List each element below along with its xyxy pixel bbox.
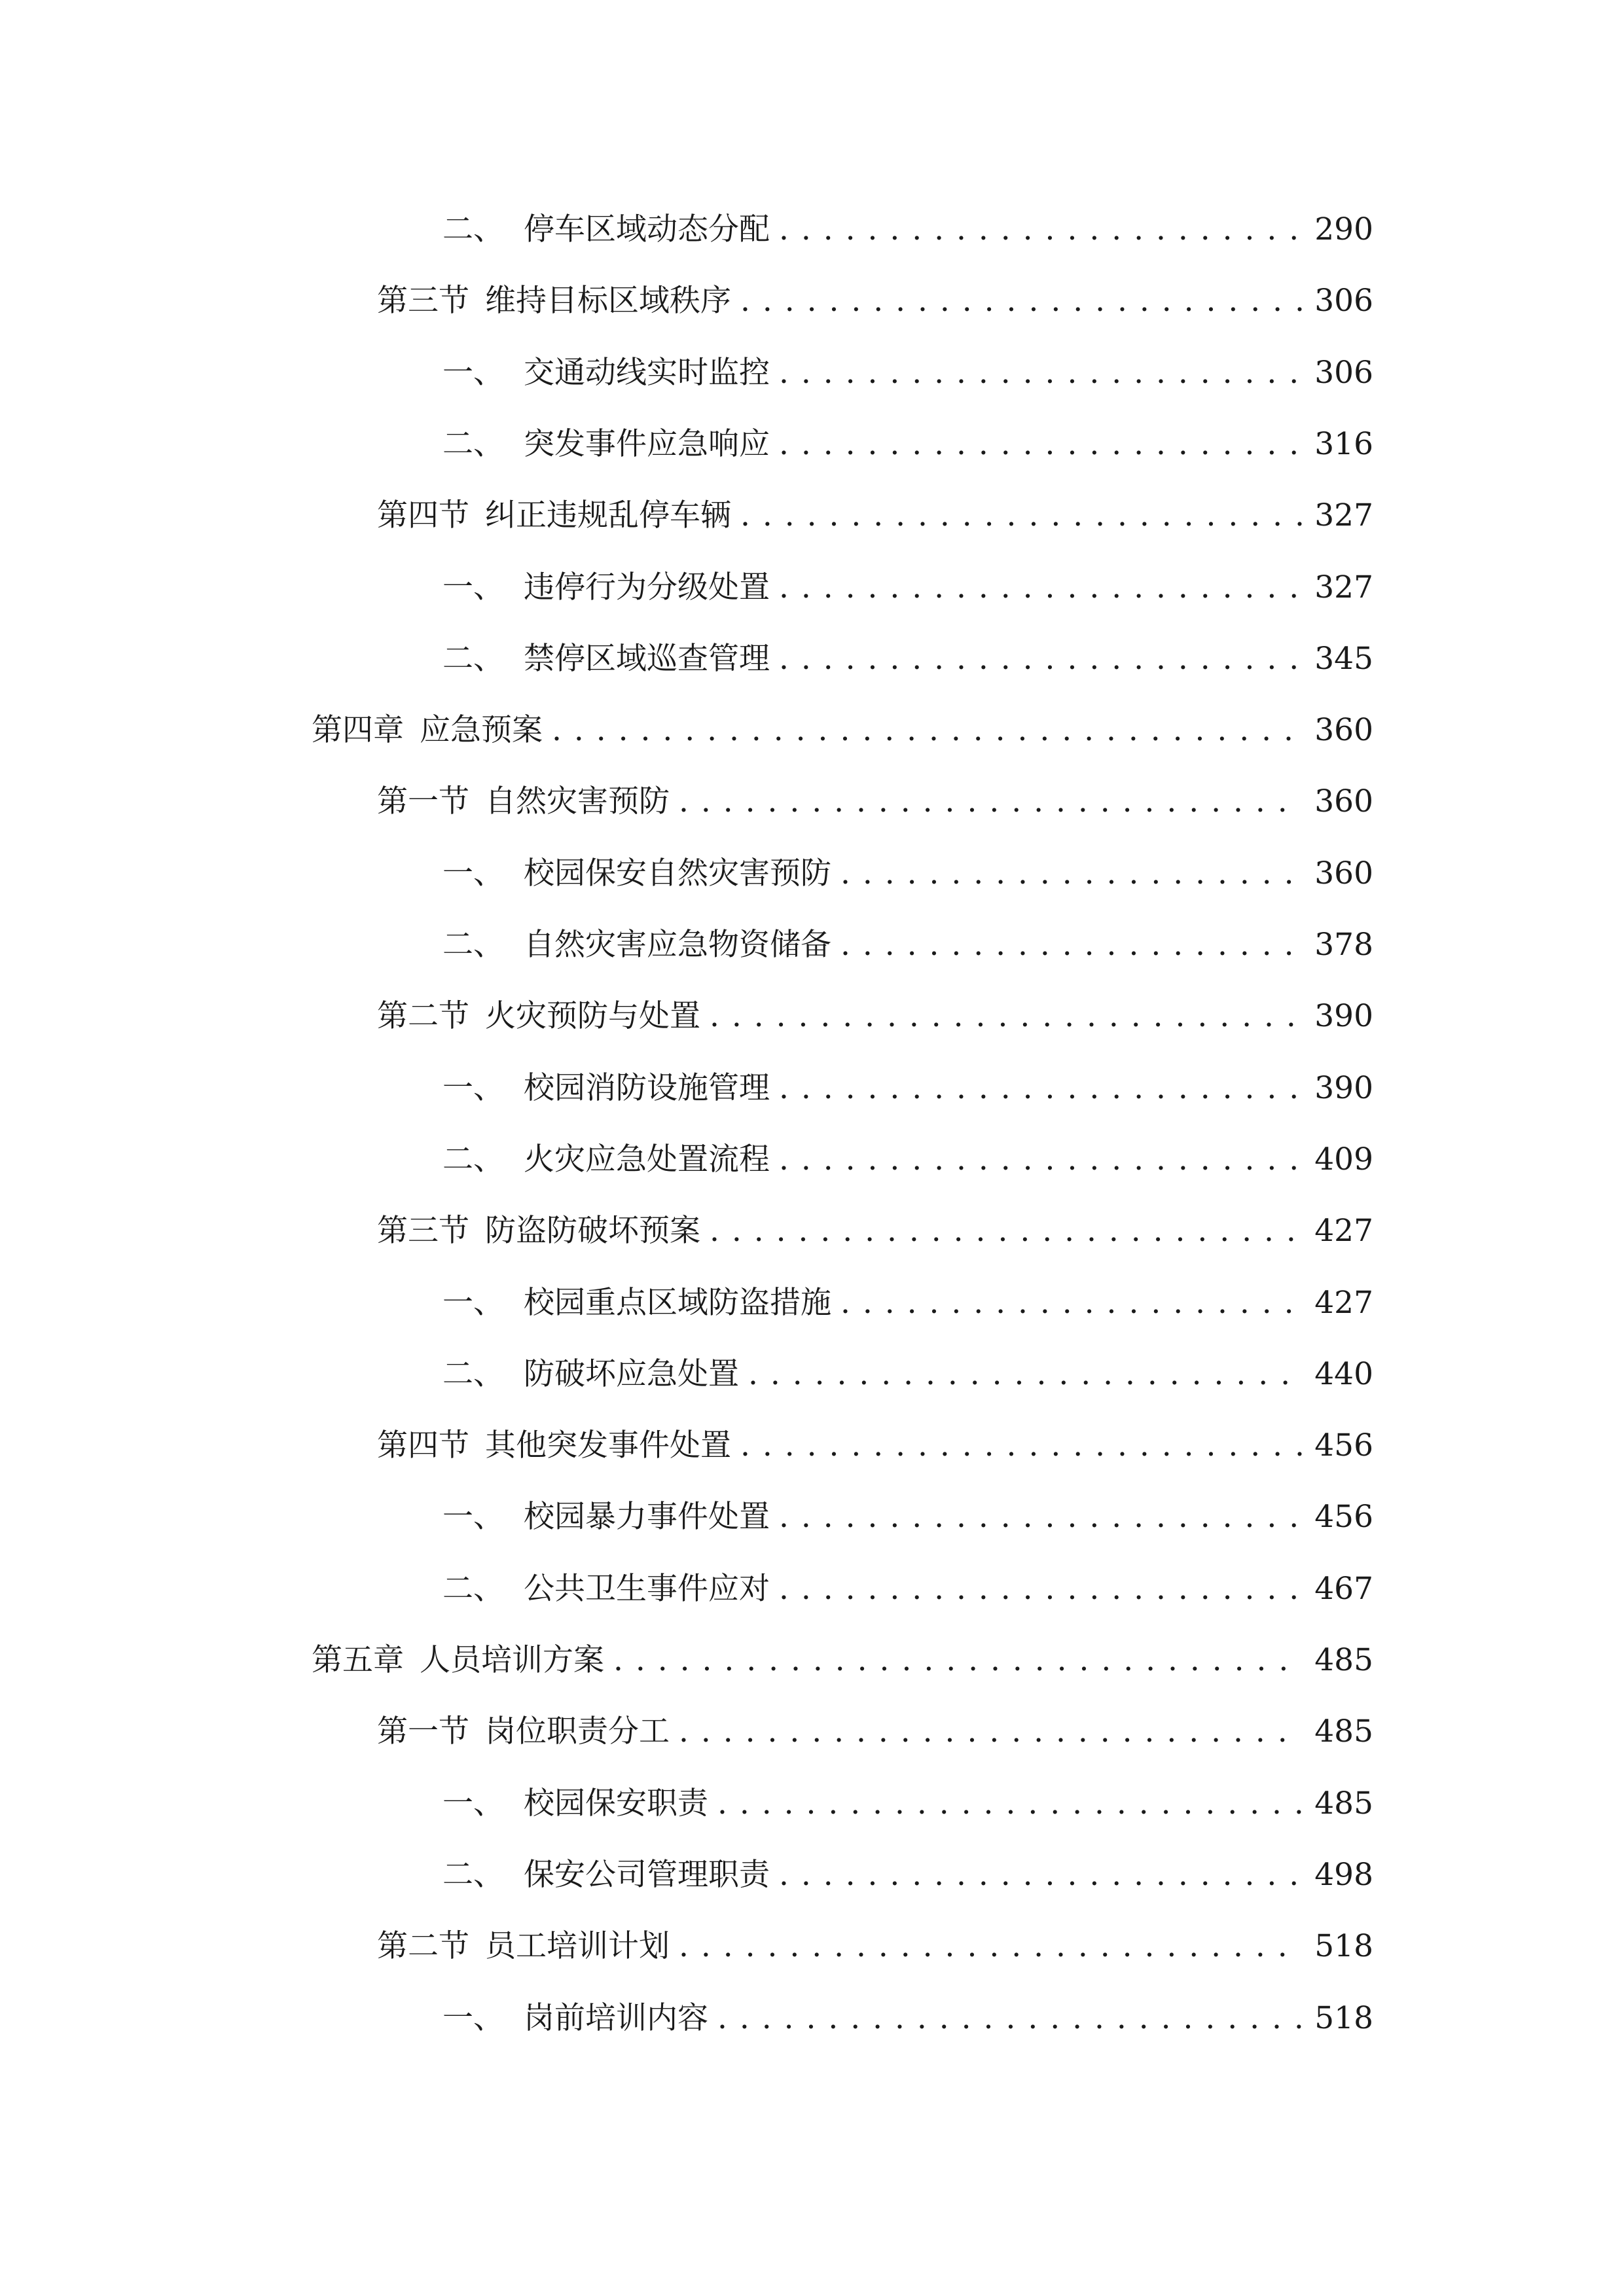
toc-entry-page-number: 306 [1314, 355, 1373, 391]
dot-leader [840, 848, 1303, 900]
toc-entry-number: 一、 [442, 1785, 504, 1821]
dot-leader [779, 204, 1303, 256]
dot-leader [679, 776, 1303, 828]
toc-entry-page-number: 378 [1314, 927, 1373, 963]
toc-entry-page-number: 327 [1314, 497, 1373, 533]
toc-entry-title: 突发事件应急响应 [524, 426, 770, 462]
toc-entry[interactable] [377, 990, 1373, 1043]
toc-entry-title: 校园暴力事件处置 [524, 1499, 770, 1535]
dot-leader [779, 347, 1303, 399]
dot-leader [779, 1563, 1303, 1615]
toc-entry-number: 第一节 [377, 1713, 469, 1749]
toc-entry-number: 第五章 [312, 1642, 404, 1678]
toc-entry[interactable] [442, 562, 1373, 614]
dot-leader [779, 418, 1303, 471]
toc-entry[interactable] [377, 1706, 1373, 1758]
toc-entry[interactable] [377, 1205, 1373, 1257]
toc-entry-title: 火灾应急处置流程 [524, 1141, 770, 1177]
toc-entry-title: 校园重点区域防盗措施 [524, 1285, 831, 1321]
toc-entry[interactable] [377, 776, 1373, 828]
toc-entry[interactable] [442, 347, 1373, 399]
toc-entry-page-number: 360 [1314, 783, 1373, 819]
toc-entry-page-number: 485 [1314, 1713, 1373, 1749]
toc-entry[interactable] [377, 490, 1373, 542]
toc-entry-number: 一、 [442, 569, 504, 605]
toc-entry-title: 自然灾害预防 [485, 783, 670, 819]
dot-leader [710, 1205, 1303, 1257]
toc-entry-page-number: 427 [1314, 1285, 1373, 1321]
dot-leader [840, 1277, 1303, 1329]
dot-leader [679, 1920, 1303, 1973]
toc-entry-title: 防盗防破坏预案 [485, 1213, 700, 1249]
toc-entry-page-number: 360 [1314, 855, 1373, 891]
toc-entry-title: 应急预案 [420, 712, 543, 748]
toc-entry[interactable] [442, 1348, 1373, 1401]
toc-entry[interactable] [442, 1849, 1373, 1901]
toc-entry-title: 校园保安职责 [524, 1785, 708, 1821]
toc-entry[interactable] [442, 633, 1373, 685]
dot-leader [740, 1420, 1303, 1472]
dot-leader [748, 1348, 1303, 1401]
dot-leader [710, 990, 1303, 1043]
toc-entry[interactable] [442, 418, 1373, 471]
dot-leader [779, 1062, 1303, 1115]
toc-entry-number: 一、 [442, 1499, 504, 1535]
toc-entry-number: 第一节 [377, 783, 469, 819]
toc-entry[interactable] [442, 204, 1373, 256]
toc-entry[interactable] [442, 1134, 1373, 1186]
toc-entry-title: 其他突发事件处置 [485, 1427, 731, 1463]
toc-entry-title: 人员培训方案 [420, 1642, 604, 1678]
toc-entry-number: 二、 [442, 1141, 504, 1177]
toc-entry-number: 一、 [442, 855, 504, 891]
toc-entry-title: 员工培训计划 [485, 1928, 670, 1964]
toc-entry-page-number: 440 [1314, 1356, 1373, 1392]
toc-entry-number: 第四节 [377, 497, 469, 533]
toc-entry-number: 第二节 [377, 998, 469, 1034]
toc-entry-page-number: 290 [1314, 211, 1373, 247]
toc-entry-number: 二、 [442, 927, 504, 963]
toc-entry-page-number: 306 [1314, 283, 1373, 319]
toc-entry-page-number: 456 [1314, 1499, 1373, 1535]
dot-leader [779, 1491, 1303, 1543]
toc-entry-page-number: 345 [1314, 641, 1373, 677]
toc-entry-title: 交通动线实时监控 [524, 355, 770, 391]
toc-entry-page-number: 360 [1314, 712, 1373, 748]
toc-entry-title: 火灾预防与处置 [485, 998, 700, 1034]
toc-entry[interactable] [442, 1778, 1373, 1830]
toc-entry-number: 二、 [442, 1356, 504, 1392]
toc-entry-page-number: 390 [1314, 998, 1373, 1034]
toc-entry-page-number: 485 [1314, 1785, 1373, 1821]
toc-entry[interactable] [442, 919, 1373, 971]
toc-entry-number: 一、 [442, 2000, 504, 2036]
toc-entry-number: 二、 [442, 426, 504, 462]
toc-entry-title: 自然灾害应急物资储备 [524, 927, 831, 963]
dot-leader [779, 633, 1303, 685]
toc-entry-title: 防破坏应急处置 [524, 1356, 739, 1392]
toc-entry-title: 岗位职责分工 [485, 1713, 670, 1749]
toc-entry-title: 岗前培训内容 [524, 2000, 708, 2036]
toc-entry-page-number: 390 [1314, 1070, 1373, 1106]
toc-entry-number: 第四章 [312, 712, 404, 748]
dot-leader [552, 704, 1303, 757]
dot-leader [779, 1134, 1303, 1186]
toc-entry-page-number: 518 [1314, 1928, 1373, 1964]
toc-entry-number: 第四节 [377, 1427, 469, 1463]
dot-leader [613, 1634, 1303, 1687]
dot-leader [840, 919, 1303, 971]
toc-entry-title: 违停行为分级处置 [524, 569, 770, 605]
toc-entry-title: 纠正违规乱停车辆 [485, 497, 731, 533]
dot-leader [740, 275, 1303, 327]
toc-entry-title: 校园保安自然灾害预防 [524, 855, 831, 891]
dot-leader [717, 1778, 1303, 1830]
toc-entry[interactable] [377, 1920, 1373, 1973]
toc-entry-page-number: 518 [1314, 2000, 1373, 2036]
toc-entry-number: 二、 [442, 1857, 504, 1893]
toc-entry[interactable] [312, 704, 1373, 757]
toc-entry-page-number: 498 [1314, 1857, 1373, 1893]
toc-entry[interactable] [442, 848, 1373, 900]
toc-entry-number: 一、 [442, 355, 504, 391]
toc-entry-page-number: 409 [1314, 1141, 1373, 1177]
toc-entry-title: 停车区域动态分配 [524, 211, 770, 247]
toc-entry[interactable] [312, 1634, 1373, 1687]
toc-entry[interactable] [377, 1420, 1373, 1472]
toc-entry-page-number: 456 [1314, 1427, 1373, 1463]
toc-entry-page-number: 427 [1314, 1213, 1373, 1249]
toc-entry-page-number: 327 [1314, 569, 1373, 605]
toc-entry-number: 第三节 [377, 1213, 469, 1249]
toc-entry-number: 二、 [442, 1571, 504, 1607]
toc-entry-number: 二、 [442, 641, 504, 677]
dot-leader [779, 1849, 1303, 1901]
dot-leader [679, 1706, 1303, 1758]
toc-entry-title: 禁停区域巡查管理 [524, 641, 770, 677]
toc-entry[interactable] [377, 275, 1373, 327]
toc-entry-title: 保安公司管理职责 [524, 1857, 770, 1893]
dot-leader [717, 1992, 1303, 2045]
toc-entry-number: 第三节 [377, 283, 469, 319]
toc-entry-page-number: 316 [1314, 426, 1373, 462]
toc-entry-title: 维持目标区域秩序 [485, 283, 731, 319]
toc-entry[interactable] [442, 1491, 1373, 1543]
toc-entry-page-number: 485 [1314, 1642, 1373, 1678]
toc-entry[interactable] [442, 1277, 1373, 1329]
toc-entry-number: 一、 [442, 1285, 504, 1321]
toc-entry-number: 一、 [442, 1070, 504, 1106]
toc-entry-title: 公共卫生事件应对 [524, 1571, 770, 1607]
toc-entry[interactable] [442, 1062, 1373, 1115]
toc-entry[interactable] [442, 1563, 1373, 1615]
toc-entry[interactable] [442, 1992, 1373, 2045]
toc-entry-number: 二、 [442, 211, 504, 247]
dot-leader [740, 490, 1303, 542]
dot-leader [779, 562, 1303, 614]
toc-entry-title: 校园消防设施管理 [524, 1070, 770, 1106]
toc-entry-number: 第二节 [377, 1928, 469, 1964]
toc-entry-page-number: 467 [1314, 1571, 1373, 1607]
